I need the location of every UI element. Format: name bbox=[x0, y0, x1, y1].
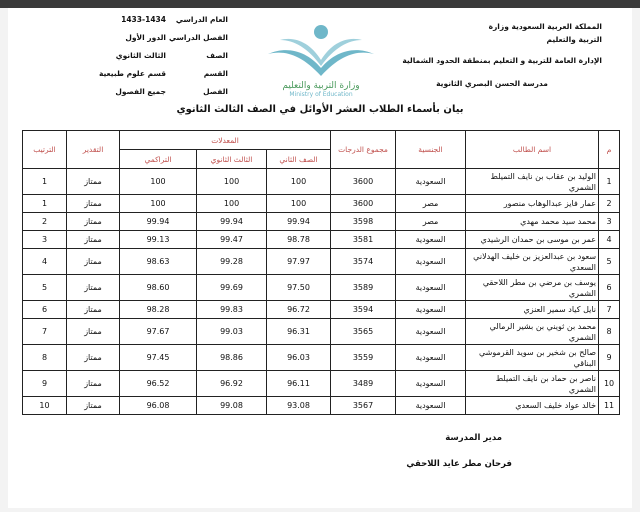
grade-cell: ممتاز bbox=[67, 371, 120, 397]
cumulative-average: 98.28 bbox=[120, 301, 197, 319]
third-year-average: 99.47 bbox=[197, 231, 267, 249]
table-header-row bbox=[23, 131, 620, 150]
table-row bbox=[23, 249, 620, 275]
rank-cell: 4 bbox=[23, 249, 67, 275]
table-row bbox=[23, 169, 620, 195]
school-name: مدرسة الحسن البصري الثانوية bbox=[436, 79, 548, 88]
col-header-cumulative: التراكمي bbox=[120, 150, 197, 169]
grade-cell: ممتاز bbox=[67, 345, 120, 371]
rank-cell: 6 bbox=[23, 301, 67, 319]
nationality-cell: السعودية bbox=[396, 345, 466, 371]
student-name: عمار فايز عبدالوهاب منصور bbox=[466, 195, 599, 213]
second-year-average: 96.03 bbox=[267, 345, 331, 371]
top-students-table bbox=[22, 130, 620, 415]
student-name: الوليد بن عقاب بن نايف التميلط الشمري bbox=[466, 169, 599, 195]
row-number: 3 bbox=[599, 213, 620, 231]
total-score: 3489 bbox=[331, 371, 396, 397]
col-header-third-year: الثالث الثانوي bbox=[197, 150, 267, 169]
student-name: محمد سيد محمد مهدي bbox=[466, 213, 599, 231]
table-row bbox=[23, 231, 620, 249]
grade-cell: ممتاز bbox=[67, 169, 120, 195]
col-header-averages: المعدلات bbox=[120, 131, 331, 150]
third-year-average: 99.94 bbox=[197, 213, 267, 231]
student-name: محمد بن ثويني بن بشير الرمالي الشمري bbox=[466, 319, 599, 345]
table-row bbox=[23, 397, 620, 415]
second-year-average: 97.97 bbox=[267, 249, 331, 275]
grade-cell: ممتاز bbox=[67, 231, 120, 249]
second-year-average: 98.78 bbox=[267, 231, 331, 249]
rank-cell: 9 bbox=[23, 371, 67, 397]
student-name: يوسف بن مرضي بن مطر اللاحقي الشمري bbox=[466, 275, 599, 301]
nationality-cell: السعودية bbox=[396, 371, 466, 397]
row-number: 4 bbox=[599, 231, 620, 249]
total-score: 3598 bbox=[331, 213, 396, 231]
document-title: بيان بأسماء الطلاب العشر الأوائل في الصف الثالث الثانوي bbox=[176, 104, 464, 115]
rank-cell: 2 bbox=[23, 213, 67, 231]
nationality-cell: السعودية bbox=[396, 301, 466, 319]
info-value: الدور الأول bbox=[125, 32, 166, 42]
info-label: القسم bbox=[203, 68, 228, 78]
third-year-average: 99.03 bbox=[197, 319, 267, 345]
nationality-cell: مصر bbox=[396, 195, 466, 213]
cumulative-average: 97.67 bbox=[120, 319, 197, 345]
total-score: 3600 bbox=[331, 169, 396, 195]
third-year-average: 99.08 bbox=[197, 397, 267, 415]
total-score: 3594 bbox=[331, 301, 396, 319]
col-header-rank: الترتيب bbox=[23, 131, 67, 169]
col-header-second-year: الصف الثاني bbox=[267, 150, 331, 169]
second-year-average: 99.94 bbox=[267, 213, 331, 231]
third-year-average: 98.86 bbox=[197, 345, 267, 371]
info-label: الصف bbox=[206, 50, 228, 60]
cumulative-average: 97.45 bbox=[120, 345, 197, 371]
table-row bbox=[23, 319, 620, 345]
table-row bbox=[23, 275, 620, 301]
info-row bbox=[78, 82, 228, 100]
nationality-cell: السعودية bbox=[396, 249, 466, 275]
third-year-average: 99.28 bbox=[197, 249, 267, 275]
info-value: 1433-1434 bbox=[121, 14, 166, 24]
second-year-average: 96.11 bbox=[267, 371, 331, 397]
col-header-number: م bbox=[599, 131, 620, 169]
ministry-header bbox=[382, 20, 602, 90]
second-year-average: 100 bbox=[267, 169, 331, 195]
row-number: 9 bbox=[599, 345, 620, 371]
grade-cell: ممتاز bbox=[67, 397, 120, 415]
second-year-average: 100 bbox=[267, 195, 331, 213]
nationality-cell: السعودية bbox=[396, 275, 466, 301]
nationality-cell: السعودية bbox=[396, 231, 466, 249]
rank-cell: 1 bbox=[23, 195, 67, 213]
info-row bbox=[78, 46, 228, 64]
total-score: 3589 bbox=[331, 275, 396, 301]
row-number: 8 bbox=[599, 319, 620, 345]
header-line-kingdom: المملكة العربية السعودية وزارة bbox=[488, 22, 602, 31]
rank-cell: 3 bbox=[23, 231, 67, 249]
row-number: 2 bbox=[599, 195, 620, 213]
total-score: 3574 bbox=[331, 249, 396, 275]
cumulative-average: 98.60 bbox=[120, 275, 197, 301]
col-header-grade: التقدير bbox=[67, 131, 120, 169]
row-number: 11 bbox=[599, 397, 620, 415]
third-year-average: 99.69 bbox=[197, 275, 267, 301]
cumulative-average: 98.63 bbox=[120, 249, 197, 275]
second-year-average: 96.31 bbox=[267, 319, 331, 345]
table-row bbox=[23, 371, 620, 397]
nationality-cell: السعودية bbox=[396, 169, 466, 195]
total-score: 3600 bbox=[331, 195, 396, 213]
second-year-average: 96.72 bbox=[267, 301, 331, 319]
row-number: 7 bbox=[599, 301, 620, 319]
nationality-cell: السعودية bbox=[396, 397, 466, 415]
cumulative-average: 100 bbox=[120, 169, 197, 195]
rank-cell: 5 bbox=[23, 275, 67, 301]
info-label: العام الدراسي bbox=[175, 14, 228, 24]
row-number: 1 bbox=[599, 169, 620, 195]
table-row bbox=[23, 345, 620, 371]
col-header-nationality: الجنسية bbox=[396, 131, 466, 169]
class-info bbox=[78, 10, 228, 100]
info-value: قسم علوم طبيعية bbox=[98, 68, 166, 78]
cumulative-average: 99.94 bbox=[120, 213, 197, 231]
nationality-cell: مصر bbox=[396, 213, 466, 231]
rank-cell: 8 bbox=[23, 345, 67, 371]
grade-cell: ممتاز bbox=[67, 249, 120, 275]
header-line-ministry: التربية والتعليم bbox=[546, 35, 602, 44]
total-score: 3567 bbox=[331, 397, 396, 415]
student-name: عمر بن موسى بن حمدان الرشيدي bbox=[466, 231, 599, 249]
rank-cell: 10 bbox=[23, 397, 67, 415]
info-value: الثالث الثانوي bbox=[115, 50, 166, 60]
info-value: جميع الفصول bbox=[115, 86, 166, 96]
total-score: 3559 bbox=[331, 345, 396, 371]
third-year-average: 100 bbox=[197, 195, 267, 213]
second-year-average: 93.08 bbox=[267, 397, 331, 415]
third-year-average: 96.92 bbox=[197, 371, 267, 397]
logo-arabic-text: وزارة التربية والتعليم bbox=[282, 81, 360, 91]
table-row bbox=[23, 301, 620, 319]
table-row bbox=[23, 195, 620, 213]
cumulative-average: 96.08 bbox=[120, 397, 197, 415]
second-year-average: 97.50 bbox=[267, 275, 331, 301]
cumulative-average: 100 bbox=[120, 195, 197, 213]
grade-cell: ممتاز bbox=[67, 275, 120, 301]
third-year-average: 99.83 bbox=[197, 301, 267, 319]
total-score: 3581 bbox=[331, 231, 396, 249]
student-name: صالح بن شخير بن سويد القرموشي البناقي bbox=[466, 345, 599, 371]
table-row bbox=[23, 213, 620, 231]
grade-cell: ممتاز bbox=[67, 319, 120, 345]
grade-cell: ممتاز bbox=[67, 195, 120, 213]
row-number: 10 bbox=[599, 371, 620, 397]
col-header-name: اسم الطالب bbox=[466, 131, 599, 169]
ministry-logo bbox=[246, 16, 396, 98]
info-label: الفصل bbox=[203, 86, 228, 96]
info-row bbox=[78, 10, 228, 28]
nationality-cell: السعودية bbox=[396, 319, 466, 345]
signature-name: فرحان مطر عايد اللاحقي bbox=[406, 459, 512, 469]
signature-role: مدير المدرسة bbox=[445, 433, 502, 443]
cumulative-average: 99.13 bbox=[120, 231, 197, 249]
student-name: خالد عواد خليف السعدي bbox=[466, 397, 599, 415]
rank-cell: 7 bbox=[23, 319, 67, 345]
grade-cell: ممتاز bbox=[67, 301, 120, 319]
student-name: ناصر بن حماد بن نايف التميلط الشمري bbox=[466, 371, 599, 397]
total-score: 3565 bbox=[331, 319, 396, 345]
student-name: نايل كياد سمير العنزي bbox=[466, 301, 599, 319]
col-header-total: مجموع الدرجات bbox=[331, 131, 396, 169]
info-row bbox=[78, 28, 228, 46]
rank-cell: 1 bbox=[23, 169, 67, 195]
document-page bbox=[8, 8, 632, 508]
logo-english-text: Ministry of Education bbox=[289, 91, 353, 98]
cumulative-average: 96.52 bbox=[120, 371, 197, 397]
row-number: 6 bbox=[599, 275, 620, 301]
window-top-edge bbox=[0, 0, 640, 8]
header-line-directorate: الإدارة العامة للتربية و التعليم بمنطقة الحدود الشمالية bbox=[402, 56, 602, 65]
grade-cell: ممتاز bbox=[67, 213, 120, 231]
row-number: 5 bbox=[599, 249, 620, 275]
third-year-average: 100 bbox=[197, 169, 267, 195]
student-name: سعود بن عبدالعزيز بن خليف الهدلاني السعدي bbox=[466, 249, 599, 275]
info-label: الفصل الدراسي bbox=[168, 32, 228, 42]
info-row bbox=[78, 64, 228, 82]
